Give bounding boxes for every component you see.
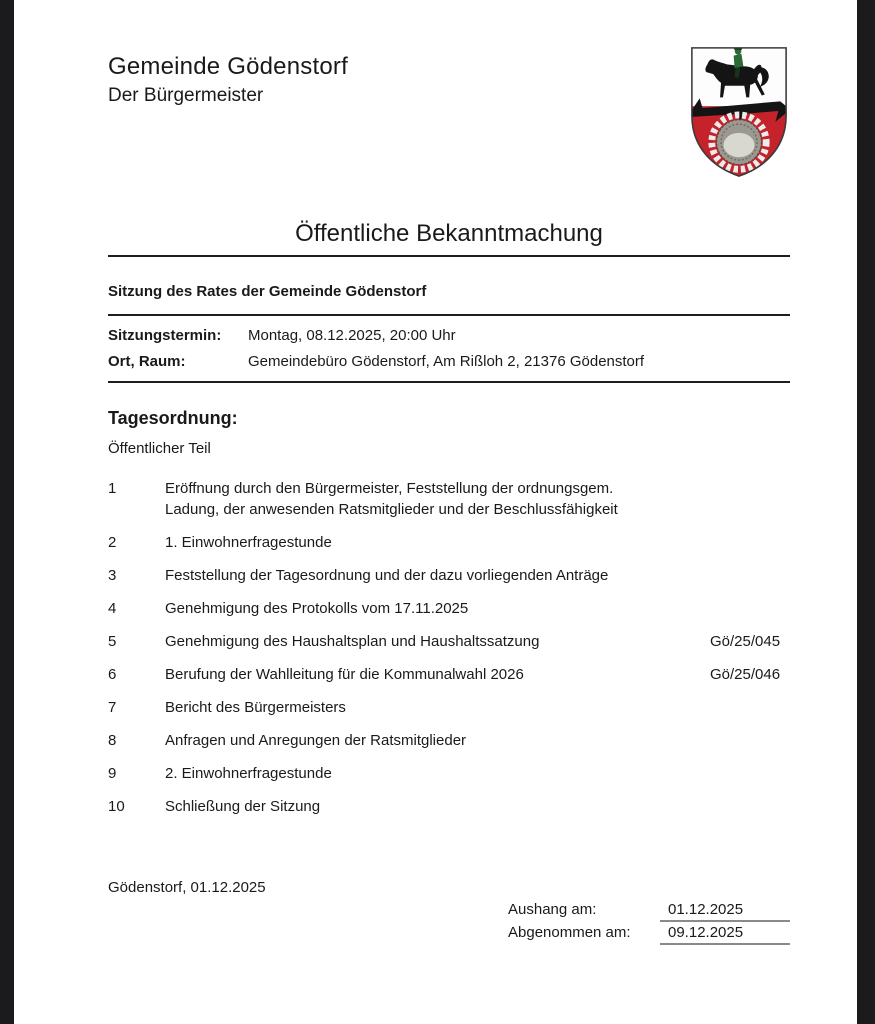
place-and-date: Gödenstorf, 01.12.2025 bbox=[108, 879, 266, 896]
agenda-item-ref bbox=[683, 796, 790, 817]
document-page bbox=[14, 0, 857, 1024]
posting-label: Aushang am: bbox=[508, 901, 597, 918]
agenda-item-ref: Gö/25/046 bbox=[710, 666, 781, 683]
meta-row-termin bbox=[108, 323, 790, 349]
agenda-row bbox=[108, 730, 790, 751]
agenda-section-label: Öffentlicher Teil bbox=[108, 440, 211, 457]
agenda-row bbox=[108, 796, 790, 817]
viewer-edge-right bbox=[857, 0, 875, 1024]
viewer-edge-left bbox=[0, 0, 14, 1024]
agenda-item-ref bbox=[683, 565, 790, 586]
subject-line: Sitzung des Rates der Gemeinde Gödenstorf bbox=[108, 283, 427, 300]
agenda-item-text: Feststellung der Tagesordnung und der dazu vorliegenden Anträge bbox=[165, 567, 609, 584]
meta-value: Gemeindebüro Gödenstorf, Am Rißloh 2, 21376 Gödenstorf bbox=[248, 353, 645, 370]
agenda-item-text: 1. Einwohnerfragestunde bbox=[165, 534, 332, 551]
meta-label: Sitzungstermin: bbox=[108, 327, 222, 344]
posting-block bbox=[108, 901, 790, 947]
agenda-row bbox=[108, 763, 790, 784]
agenda-row bbox=[108, 697, 790, 718]
agenda-row bbox=[108, 478, 790, 520]
agenda-item-ref bbox=[683, 730, 790, 751]
agenda-row bbox=[108, 598, 790, 619]
agenda-item-text: Genehmigung des Haushaltsplan und Haushaltssatzung bbox=[165, 633, 540, 650]
agenda-item-ref bbox=[683, 763, 790, 784]
posting-row-abgenommen bbox=[508, 924, 790, 947]
posting-label: Abgenommen am: bbox=[508, 924, 631, 941]
agenda-item-number: 6 bbox=[108, 666, 117, 683]
agenda-item-text: Berufung der Wahlleitung für die Kommunalwahl 2026 bbox=[165, 666, 524, 683]
agenda-item-text: Schließung der Sitzung bbox=[165, 798, 321, 815]
municipality-name: Gemeinde Gödenstorf bbox=[108, 53, 348, 80]
agenda-row bbox=[108, 631, 790, 652]
posting-row-aushang bbox=[508, 901, 790, 924]
agenda-item-number: 4 bbox=[108, 600, 117, 617]
agenda-item-number: 9 bbox=[108, 765, 117, 782]
agenda-item-ref bbox=[683, 532, 790, 553]
agenda-item-text: Eröffnung durch den Bürgermeister, Feststellung der ordnungsgem. Ladung, der anwesenden Ratsmitglieder und der Beschlussfähigkeit bbox=[165, 480, 618, 518]
meta-value: Montag, 08.12.2025, 20:00 Uhr bbox=[248, 327, 456, 344]
agenda-item-number: 1 bbox=[108, 480, 117, 497]
agenda-item-ref: Gö/25/045 bbox=[710, 633, 781, 650]
posting-date-field: 01.12.2025 bbox=[660, 901, 790, 922]
meeting-meta-table bbox=[108, 314, 790, 383]
agenda-item-number: 10 bbox=[108, 798, 125, 815]
agenda-row bbox=[108, 565, 790, 586]
agenda-item-text: 2. Einwohnerfragestunde bbox=[165, 765, 332, 782]
posting-date-field: 09.12.2025 bbox=[660, 924, 790, 945]
agenda-item-text: Anfragen und Anregungen der Ratsmitglieder bbox=[165, 732, 467, 749]
agenda-item-text: Genehmigung des Protokolls vom 17.11.2025 bbox=[165, 600, 469, 617]
agenda-item-ref bbox=[683, 598, 790, 619]
agenda-item-ref bbox=[683, 697, 790, 718]
agenda-item-number: 8 bbox=[108, 732, 117, 749]
agenda-item-number: 5 bbox=[108, 633, 117, 650]
agenda-row bbox=[108, 664, 790, 685]
agenda-item-number: 3 bbox=[108, 567, 117, 584]
agenda-item-text: Bericht des Bürgermeisters bbox=[165, 699, 346, 716]
agenda-item-number: 2 bbox=[108, 534, 117, 551]
meta-label: Ort, Raum: bbox=[108, 353, 186, 370]
meta-row-ort bbox=[108, 349, 790, 375]
agenda-row bbox=[108, 532, 790, 553]
agenda-list bbox=[108, 478, 790, 817]
agenda-heading: Tagesordnung: bbox=[108, 408, 238, 428]
agenda-item-ref bbox=[683, 478, 790, 520]
document-title: Öffentliche Bekanntmachung bbox=[108, 220, 790, 257]
agenda-item-number: 7 bbox=[108, 699, 117, 716]
sender-role: Der Bürgermeister bbox=[108, 85, 264, 106]
coat-of-arms-icon bbox=[688, 42, 790, 182]
